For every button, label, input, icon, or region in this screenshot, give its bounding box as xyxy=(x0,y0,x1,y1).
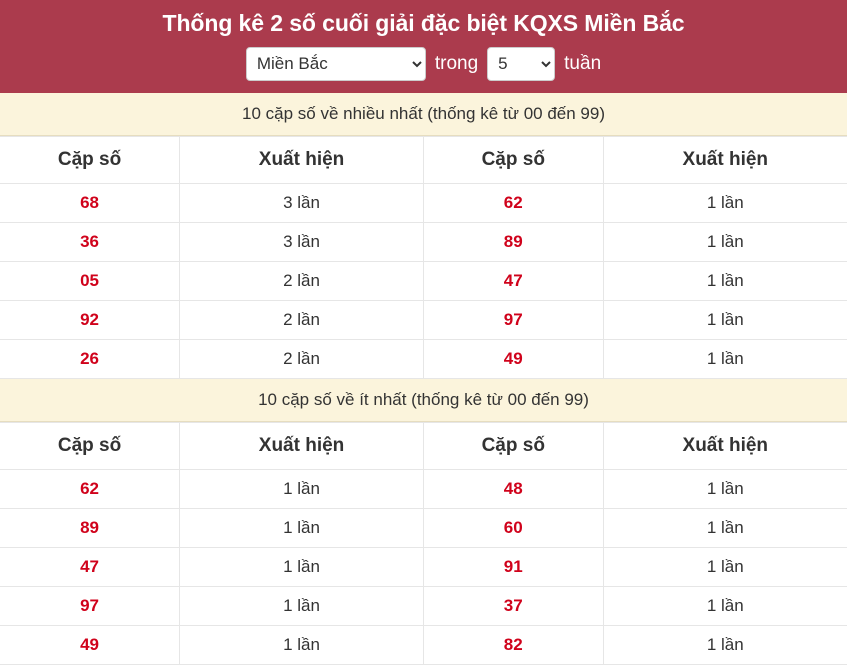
pair-count: 2 lần xyxy=(180,261,424,300)
pair-number: 62 xyxy=(0,469,180,508)
pair-number: 49 xyxy=(0,625,180,664)
pair-count: 1 lần xyxy=(603,547,847,586)
pair-count: 1 lần xyxy=(603,300,847,339)
pair-number: 26 xyxy=(0,339,180,378)
pair-count: 3 lần xyxy=(180,183,424,222)
table-row xyxy=(0,547,847,586)
column-header-count-1: Xuất hiện xyxy=(180,422,424,469)
table-header-row xyxy=(0,136,847,183)
table-row xyxy=(0,222,847,261)
pair-count: 1 lần xyxy=(180,625,424,664)
column-header-count-2: Xuất hiện xyxy=(603,136,847,183)
pair-number: 89 xyxy=(0,508,180,547)
pair-count: 1 lần xyxy=(180,469,424,508)
table-row xyxy=(0,300,847,339)
pair-count: 3 lần xyxy=(180,222,424,261)
page-title: Thống kê 2 số cuối giải đặc biệt KQXS Miền Bắc xyxy=(162,10,685,36)
pair-count: 2 lần xyxy=(180,339,424,378)
column-header-pair-1: Cặp số xyxy=(0,136,180,183)
pair-number: 36 xyxy=(0,222,180,261)
widget-header xyxy=(0,0,847,93)
pair-number: 60 xyxy=(423,508,603,547)
pair-number: 47 xyxy=(0,547,180,586)
pair-number: 82 xyxy=(423,625,603,664)
table-most-frequent xyxy=(0,136,847,379)
pair-count: 1 lần xyxy=(180,508,424,547)
pair-number: 48 xyxy=(423,469,603,508)
table-row xyxy=(0,508,847,547)
pair-number: 49 xyxy=(423,339,603,378)
pair-count: 1 lần xyxy=(180,547,424,586)
pair-count: 1 lần xyxy=(603,261,847,300)
weeks-unit-label: tuần xyxy=(564,52,602,74)
table-row xyxy=(0,183,847,222)
pair-count: 1 lần xyxy=(180,586,424,625)
pair-count: 1 lần xyxy=(603,183,847,222)
pair-count: 2 lần xyxy=(180,300,424,339)
pair-number: 62 xyxy=(423,183,603,222)
pair-number: 92 xyxy=(0,300,180,339)
pair-number: 37 xyxy=(423,586,603,625)
pair-count: 1 lần xyxy=(603,339,847,378)
between-label: trong xyxy=(434,52,479,74)
pair-number: 68 xyxy=(0,183,180,222)
pair-number: 47 xyxy=(423,261,603,300)
table-row xyxy=(0,625,847,664)
column-header-count-2: Xuất hiện xyxy=(603,422,847,469)
pair-number: 91 xyxy=(423,547,603,586)
column-header-pair-2: Cặp số xyxy=(423,422,603,469)
column-header-pair-2: Cặp số xyxy=(423,136,603,183)
pair-count: 1 lần xyxy=(603,586,847,625)
table-row xyxy=(0,469,847,508)
table-row xyxy=(0,261,847,300)
table-least-frequent xyxy=(0,422,847,665)
header-controls xyxy=(10,47,837,81)
table-row xyxy=(0,339,847,378)
pair-number: 89 xyxy=(423,222,603,261)
column-header-pair-1: Cặp số xyxy=(0,422,180,469)
pair-number: 05 xyxy=(0,261,180,300)
weeks-select[interactable] xyxy=(487,47,555,81)
section-banner-most: 10 cặp số về nhiều nhất (thống kê từ 00 đến 99) xyxy=(0,93,847,136)
table-row xyxy=(0,586,847,625)
table-header-row xyxy=(0,422,847,469)
pair-count: 1 lần xyxy=(603,508,847,547)
pair-number: 97 xyxy=(0,586,180,625)
pair-number: 97 xyxy=(423,300,603,339)
column-header-count-1: Xuất hiện xyxy=(180,136,424,183)
pair-count: 1 lần xyxy=(603,625,847,664)
region-select[interactable] xyxy=(246,47,426,81)
pair-count: 1 lần xyxy=(603,469,847,508)
pair-count: 1 lần xyxy=(603,222,847,261)
section-banner-least: 10 cặp số về ít nhất (thống kê từ 00 đến 99) xyxy=(0,379,847,422)
